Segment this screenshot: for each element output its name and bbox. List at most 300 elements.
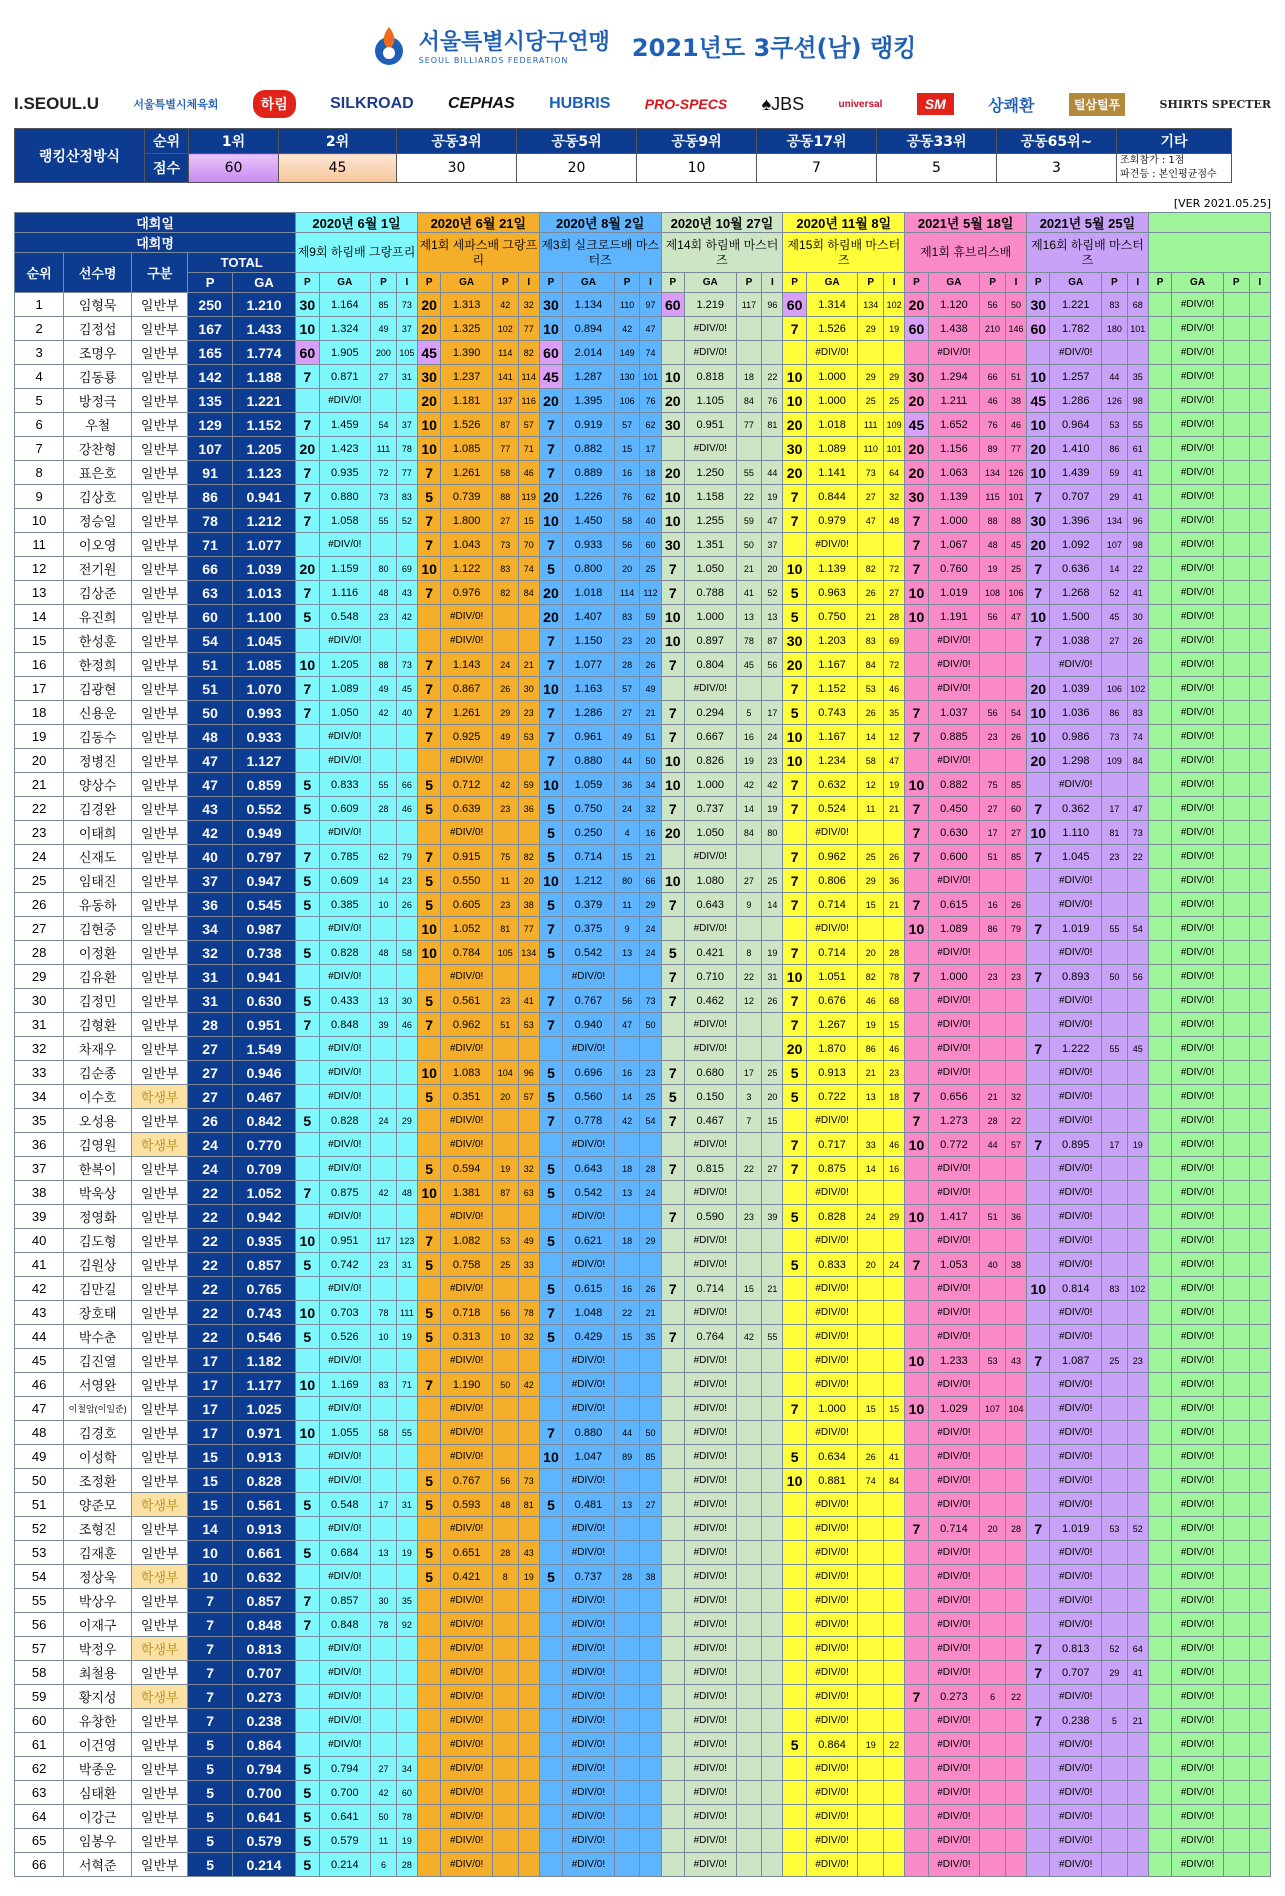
event-points — [1027, 1109, 1050, 1133]
player-name: 박수춘 — [64, 1325, 132, 1349]
event-score: 49 — [371, 317, 397, 341]
event-ga: #DIV/0! — [806, 1181, 858, 1205]
event-ga: 0.889 — [563, 461, 615, 485]
event-innings — [1005, 1469, 1026, 1493]
event-ga: #DIV/0! — [441, 1709, 493, 1733]
event-points: 7 — [296, 1613, 319, 1637]
event-innings: 46 — [1005, 413, 1026, 437]
event-innings: 38 — [1005, 389, 1026, 413]
event-ga-header: GA — [928, 273, 980, 293]
event-score: 17 — [1102, 1133, 1128, 1157]
event-points — [417, 1037, 440, 1061]
event-innings — [518, 1733, 539, 1757]
event-points: 5 — [296, 1493, 319, 1517]
event-points: 10 — [783, 965, 806, 989]
event-ga: #DIV/0! — [319, 1709, 371, 1733]
event-score — [1102, 1541, 1128, 1565]
category-cell: 일반부 — [132, 509, 188, 533]
event-score — [1223, 413, 1249, 437]
event-innings — [1127, 1061, 1148, 1085]
event-ga: 1.219 — [685, 293, 737, 317]
rank-cell: 2위 — [279, 129, 397, 154]
event-innings: 32 — [640, 797, 661, 821]
event-innings: 78 — [884, 965, 905, 989]
event-ga: 1.159 — [319, 557, 371, 581]
event-score — [1223, 1205, 1249, 1229]
event-innings: 19 — [884, 773, 905, 797]
event-innings: 22 — [1005, 1685, 1026, 1709]
event-ga: 0.707 — [1050, 485, 1102, 509]
event-innings: 73 — [396, 653, 417, 677]
total-ga: 0.552 — [232, 797, 295, 821]
event-ga: 0.875 — [806, 1157, 858, 1181]
event-score: 23 — [371, 1253, 397, 1277]
event-ga: 0.375 — [563, 917, 615, 941]
event-score — [736, 1349, 762, 1373]
event-innings: 21 — [762, 1277, 783, 1301]
event-ga: #DIV/0! — [928, 1853, 980, 1877]
total-ga: 0.987 — [232, 917, 295, 941]
date-header: 대회일 — [15, 213, 296, 233]
event-points — [296, 389, 319, 413]
event-innings: 71 — [396, 1373, 417, 1397]
event-ga: #DIV/0! — [441, 1589, 493, 1613]
event-points — [1027, 869, 1050, 893]
event-innings: 101 — [884, 437, 905, 461]
event-innings: 109 — [884, 413, 905, 437]
event-innings: 37 — [396, 413, 417, 437]
event-innings: 59 — [518, 773, 539, 797]
category-cell: 일반부 — [132, 965, 188, 989]
event-score — [1223, 653, 1249, 677]
event-innings — [1127, 1301, 1148, 1325]
event-score — [1223, 1565, 1249, 1589]
event-score: 76 — [614, 485, 640, 509]
event-innings — [884, 1517, 905, 1541]
event-ga: #DIV/0! — [1172, 1253, 1224, 1277]
event-ga: 0.804 — [685, 653, 737, 677]
event-score: 48 — [371, 941, 397, 965]
player-name: 임봉우 — [64, 1829, 132, 1853]
event-innings: 22 — [1005, 1109, 1026, 1133]
event-ga: #DIV/0! — [319, 1661, 371, 1685]
category-cell: 일반부 — [132, 365, 188, 389]
score-cell: 60 — [189, 154, 279, 183]
table-row — [15, 797, 1271, 821]
event-ga: #DIV/0! — [1172, 317, 1224, 341]
event-innings — [518, 1421, 539, 1445]
event-innings — [762, 437, 783, 461]
event-score: 106 — [614, 389, 640, 413]
rank-cell: 60 — [15, 1709, 64, 1733]
event-score: 27 — [371, 1757, 397, 1781]
event-points — [1148, 773, 1171, 797]
event-innings: 60 — [396, 1781, 417, 1805]
event-innings — [1249, 1181, 1270, 1205]
event-ga: 0.961 — [563, 725, 615, 749]
event-ga: 1.083 — [441, 1061, 493, 1085]
event-innings — [640, 1757, 661, 1781]
player-name: 김영원 — [64, 1133, 132, 1157]
event-innings — [884, 1805, 905, 1829]
category-cell: 일반부 — [132, 821, 188, 845]
score-cell: 10 — [637, 154, 757, 183]
total-ga: 0.743 — [232, 1301, 295, 1325]
event-ga: #DIV/0! — [441, 1205, 493, 1229]
event-ga: #DIV/0! — [1050, 1853, 1102, 1877]
event-innings: 45 — [1005, 533, 1026, 557]
event-innings — [1127, 1613, 1148, 1637]
player-name: 신재도 — [64, 845, 132, 869]
event-points: 5 — [539, 1157, 562, 1181]
event-innings — [1249, 1397, 1270, 1421]
total-points: 5 — [188, 1781, 233, 1805]
event-ga: 0.818 — [685, 365, 737, 389]
total-ga: 0.951 — [232, 1013, 295, 1037]
event-score — [614, 1037, 640, 1061]
event-points — [783, 1565, 806, 1589]
event-score: 56 — [614, 989, 640, 1013]
event-innings — [1127, 1469, 1148, 1493]
score-row-label: 점수 — [145, 154, 189, 183]
event-score: 104 — [492, 1061, 518, 1085]
event-ga: 1.390 — [441, 341, 493, 365]
event-points: 7 — [905, 701, 928, 725]
event-score: 19 — [858, 1733, 884, 1757]
table-row — [15, 773, 1271, 797]
event-score — [1223, 317, 1249, 341]
event-innings — [1249, 989, 1270, 1013]
ranking-method-table — [14, 128, 1232, 183]
event-ga: #DIV/0! — [685, 317, 737, 341]
event-score: 29 — [1102, 1661, 1128, 1685]
event-innings: 29 — [884, 365, 905, 389]
total-ga: 0.765 — [232, 1277, 295, 1301]
event-ga: 0.828 — [319, 941, 371, 965]
event-score: 23 — [371, 605, 397, 629]
event-points — [539, 1781, 562, 1805]
event-score: 42 — [371, 1781, 397, 1805]
event-points: 30 — [417, 365, 440, 389]
event-score — [1223, 1109, 1249, 1133]
event-innings — [396, 1685, 417, 1709]
category-cell: 일반부 — [132, 317, 188, 341]
event-score: 115 — [980, 485, 1006, 509]
event-points — [783, 1709, 806, 1733]
event-innings — [396, 1733, 417, 1757]
event-score — [736, 1685, 762, 1709]
event-score — [492, 1709, 518, 1733]
rank-cell: 12 — [15, 557, 64, 581]
event-points: 7 — [296, 365, 319, 389]
event-ga: #DIV/0! — [319, 821, 371, 845]
event-innings: 31 — [762, 965, 783, 989]
event-score — [980, 1565, 1006, 1589]
event-ga: 1.450 — [563, 509, 615, 533]
event-score — [371, 1709, 397, 1733]
event-points: 7 — [539, 533, 562, 557]
event-points: 7 — [539, 1421, 562, 1445]
event-innings: 51 — [1005, 365, 1026, 389]
event-innings — [396, 1565, 417, 1589]
event-score — [371, 1133, 397, 1157]
event-innings: 19 — [1127, 1133, 1148, 1157]
event-points: 7 — [661, 1061, 684, 1085]
event-score — [371, 1085, 397, 1109]
event-score: 78 — [371, 1301, 397, 1325]
event-innings: 56 — [762, 653, 783, 677]
event-ga: 1.298 — [1050, 749, 1102, 773]
event-innings — [1127, 1493, 1148, 1517]
event-points — [539, 1757, 562, 1781]
event-score: 23 — [1102, 845, 1128, 869]
player-name: 정승일 — [64, 509, 132, 533]
event-ga: #DIV/0! — [806, 1109, 858, 1133]
category-cell: 일반부 — [132, 1541, 188, 1565]
total-ga: 0.700 — [232, 1781, 295, 1805]
event-score — [1102, 341, 1128, 365]
event-innings — [518, 1853, 539, 1877]
event-points: 7 — [905, 893, 928, 917]
event-ga: 1.058 — [319, 509, 371, 533]
event-points: 5 — [296, 989, 319, 1013]
event-score — [858, 1517, 884, 1541]
table-row — [15, 1349, 1271, 1373]
event-ga: 1.150 — [563, 629, 615, 653]
event-points: 7 — [1027, 1133, 1050, 1157]
event-ga: 0.828 — [319, 1109, 371, 1133]
category-header: 구분 — [132, 253, 188, 293]
event-score — [858, 1493, 884, 1517]
event-points — [783, 1109, 806, 1133]
event-innings — [640, 1469, 661, 1493]
category-cell: 일반부 — [132, 629, 188, 653]
event-points — [1148, 413, 1171, 437]
event-ga: #DIV/0! — [928, 1613, 980, 1637]
event-ga-header: GA — [441, 273, 493, 293]
event-score: 28 — [371, 797, 397, 821]
category-cell: 일반부 — [132, 1421, 188, 1445]
event-innings — [1249, 1829, 1270, 1853]
event-ga: 0.864 — [806, 1733, 858, 1757]
event-ga: 1.000 — [806, 365, 858, 389]
event-score — [492, 1805, 518, 1829]
event-score: 57 — [614, 677, 640, 701]
event-ga: 1.314 — [806, 293, 858, 317]
event-score: 111 — [858, 413, 884, 437]
event-ga: 0.844 — [806, 485, 858, 509]
event-innings — [640, 1709, 661, 1733]
event-ga: #DIV/0! — [685, 1589, 737, 1613]
event-innings — [396, 749, 417, 773]
event-ga: 0.579 — [319, 1829, 371, 1853]
event-ga: 0.548 — [319, 1493, 371, 1517]
rank-cell: 36 — [15, 1133, 64, 1157]
event-innings — [1249, 1685, 1270, 1709]
event-ga: #DIV/0! — [563, 1637, 615, 1661]
event-innings — [518, 1037, 539, 1061]
event-innings: 25 — [762, 869, 783, 893]
event-score — [1102, 1853, 1128, 1877]
event-points — [1027, 1157, 1050, 1181]
event-points: 7 — [661, 653, 684, 677]
event-points: 7 — [296, 581, 319, 605]
total-points: 22 — [188, 1325, 233, 1349]
event-score: 15 — [614, 1325, 640, 1349]
event-points: 5 — [539, 1085, 562, 1109]
rank-cell: 15 — [15, 629, 64, 653]
event-ga: 1.203 — [806, 629, 858, 653]
event-score — [1102, 1229, 1128, 1253]
rank-cell: 39 — [15, 1205, 64, 1229]
event-innings: 81 — [518, 1493, 539, 1517]
event-score — [980, 1661, 1006, 1685]
total-ga: 1.123 — [232, 461, 295, 485]
event-name: 제16회 하림배 마스터즈 — [1027, 233, 1149, 273]
event-points: 5 — [539, 1229, 562, 1253]
event-score: 56 — [492, 1301, 518, 1325]
event-points — [539, 1613, 562, 1637]
event-score: 42 — [614, 1109, 640, 1133]
event-points — [661, 677, 684, 701]
event-points: 7 — [661, 989, 684, 1013]
event-points — [1148, 1685, 1171, 1709]
event-score — [736, 1445, 762, 1469]
event-ga: 1.089 — [319, 677, 371, 701]
table-row — [15, 629, 1271, 653]
event-score — [1223, 797, 1249, 821]
total-points: 27 — [188, 1037, 233, 1061]
event-ga: #DIV/0! — [806, 1301, 858, 1325]
event-points — [296, 1685, 319, 1709]
rank-cell: 6 — [15, 413, 64, 437]
table-row — [15, 1517, 1271, 1541]
event-score — [1102, 773, 1128, 797]
event-score — [1102, 1589, 1128, 1613]
total-points: 17 — [188, 1397, 233, 1421]
rank-cell: 공동17위 — [757, 129, 877, 154]
rank-cell: 21 — [15, 773, 64, 797]
rank-cell: 공동3위 — [397, 129, 517, 154]
event-score: 106 — [1102, 677, 1128, 701]
event-innings — [1249, 1661, 1270, 1685]
event-points — [296, 629, 319, 653]
event-score — [980, 1781, 1006, 1805]
event-innings — [1249, 1349, 1270, 1373]
event-ga: #DIV/0! — [441, 1133, 493, 1157]
player-name: 김경호 — [64, 1421, 132, 1445]
event-points: 5 — [783, 1253, 806, 1277]
event-ga: 0.379 — [563, 893, 615, 917]
event-points: 7 — [539, 701, 562, 725]
sponsor-logo: PRO-SPECS — [644, 96, 728, 112]
event-date: 2020년 10월 27일 — [661, 213, 783, 233]
event-points: 7 — [783, 893, 806, 917]
event-innings: 85 — [1005, 845, 1026, 869]
event-points — [1148, 317, 1171, 341]
event-points: 7 — [661, 725, 684, 749]
event-points — [417, 1829, 440, 1853]
event-innings — [1127, 1685, 1148, 1709]
event-score — [858, 1541, 884, 1565]
rank-cell: 7 — [15, 437, 64, 461]
event-points — [417, 1757, 440, 1781]
total-points: 10 — [188, 1565, 233, 1589]
rank-cell: 9 — [15, 485, 64, 509]
event-score: 19 — [492, 1157, 518, 1181]
event-ga: #DIV/0! — [1050, 1733, 1102, 1757]
event-score: 13 — [614, 1181, 640, 1205]
category-cell: 일반부 — [132, 1613, 188, 1637]
event-innings — [1127, 1013, 1148, 1037]
event-score — [492, 1277, 518, 1301]
event-score — [371, 965, 397, 989]
event-points: 5 — [783, 1061, 806, 1085]
player-name: 김만길 — [64, 1277, 132, 1301]
table-row — [15, 701, 1271, 725]
event-score — [1223, 581, 1249, 605]
event-score: 26 — [858, 701, 884, 725]
event-points — [905, 341, 928, 365]
category-cell: 일반부 — [132, 653, 188, 677]
total-points: 66 — [188, 557, 233, 581]
event-score — [858, 1829, 884, 1853]
event-points — [1148, 437, 1171, 461]
event-points: 7 — [296, 1181, 319, 1205]
event-innings: 74 — [518, 557, 539, 581]
total-points: 14 — [188, 1517, 233, 1541]
table-row — [15, 941, 1271, 965]
category-cell: 일반부 — [132, 677, 188, 701]
event-score: 52 — [1102, 1637, 1128, 1661]
event-ga: 1.396 — [1050, 509, 1102, 533]
event-points — [783, 1277, 806, 1301]
event-points: 45 — [1027, 389, 1050, 413]
event-points: 5 — [783, 1205, 806, 1229]
event-points — [905, 1757, 928, 1781]
event-points: 10 — [1027, 821, 1050, 845]
event-innings — [396, 533, 417, 557]
event-ga: #DIV/0! — [685, 1757, 737, 1781]
event-innings: 73 — [1127, 821, 1148, 845]
event-points — [296, 1469, 319, 1493]
category-cell: 일반부 — [132, 1661, 188, 1685]
event-points — [661, 1853, 684, 1877]
event-ga: 0.639 — [441, 797, 493, 821]
event-score: 17 — [736, 1061, 762, 1085]
event-ga: 0.739 — [441, 485, 493, 509]
event-score: 84 — [736, 389, 762, 413]
event-score: 56 — [980, 701, 1006, 725]
event-innings — [640, 1805, 661, 1829]
event-ga: #DIV/0! — [685, 341, 737, 365]
category-cell: 일반부 — [132, 581, 188, 605]
category-cell: 일반부 — [132, 1469, 188, 1493]
event-innings: 50 — [1005, 293, 1026, 317]
event-score — [371, 1565, 397, 1589]
event-score — [1102, 1013, 1128, 1037]
event-points: 10 — [661, 869, 684, 893]
event-innings — [1249, 893, 1270, 917]
total-points: 28 — [188, 1013, 233, 1037]
event-ga: 0.643 — [685, 893, 737, 917]
event-ga: 0.294 — [685, 701, 737, 725]
event-points — [905, 1733, 928, 1757]
total-points: 5 — [188, 1805, 233, 1829]
event-score — [858, 1565, 884, 1589]
total-points: 22 — [188, 1181, 233, 1205]
event-ga: #DIV/0! — [806, 1493, 858, 1517]
